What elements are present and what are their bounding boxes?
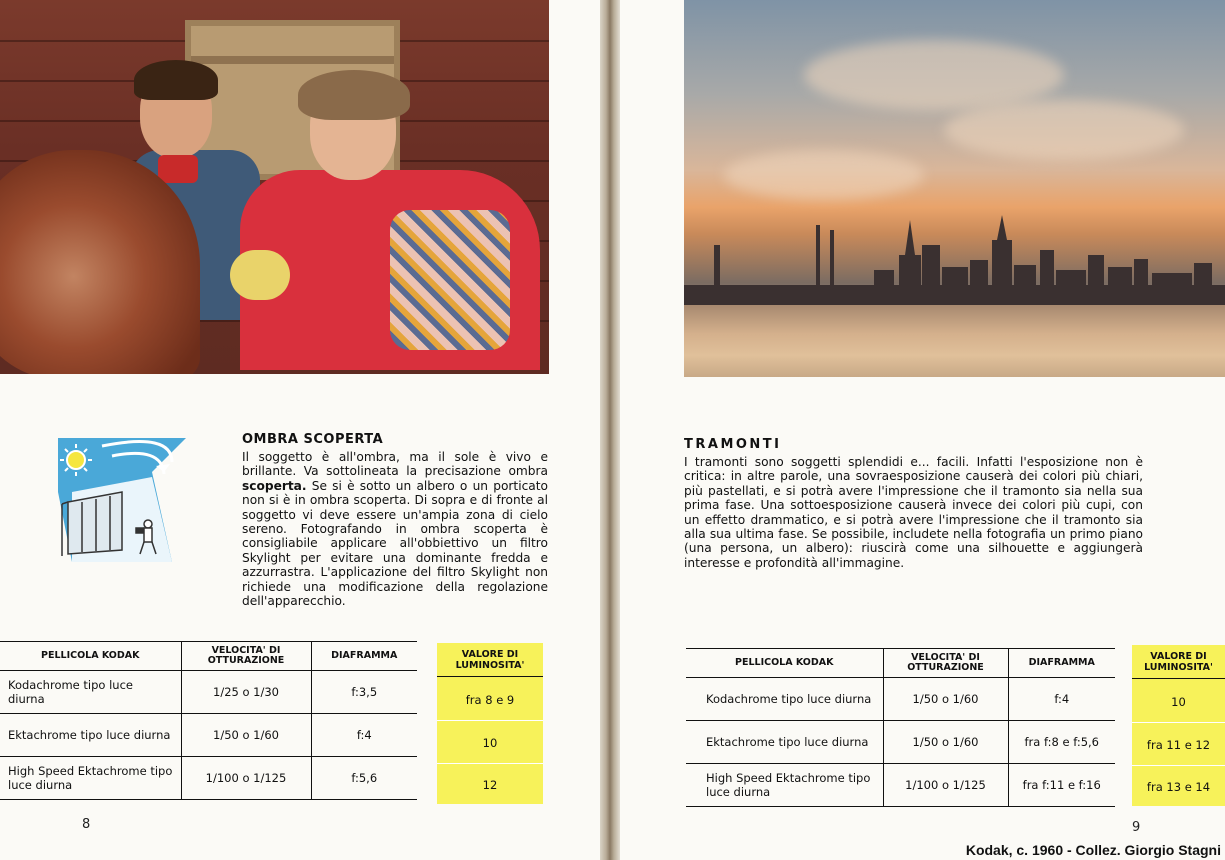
film-cell: High Speed Ektachrome tipo luce diurna: [0, 757, 181, 800]
table-row: [0, 714, 417, 757]
col-header-aperture: DIAFRAMMA: [1008, 649, 1115, 678]
luminosity-header: VALORE DI LUMINOSITA': [1132, 645, 1225, 679]
exposure-table: [0, 641, 417, 800]
table-row: [686, 678, 1115, 721]
table-row: [686, 764, 1115, 807]
right-page: [620, 0, 1225, 860]
film-cell: Kodachrome tipo luce diurna: [0, 671, 181, 714]
luminosity-value: 10: [437, 722, 543, 764]
luminosity-value: fra 11 e 12: [1132, 724, 1225, 766]
exposure-table: [686, 648, 1115, 807]
collection-credit: Kodak, c. 1960 - Collez. Giorgio Stagni: [965, 842, 1221, 858]
table-row: [0, 671, 417, 714]
page-number: 8: [82, 817, 91, 832]
building-icon: [62, 492, 122, 556]
shutter-cell: 1/25 o 1/30: [181, 671, 311, 714]
river-water: [684, 305, 1225, 377]
col-header-aperture: DIAFRAMMA: [311, 642, 417, 671]
film-cell: Ektachrome tipo luce diurna: [0, 714, 181, 757]
luminosity-value: 12: [482, 778, 498, 792]
col-header-shutter: VELOCITA' DI OTTURAZIONE: [181, 642, 311, 671]
col-header-film: PELLICOLA KODAK: [0, 642, 181, 671]
luminosity-box: [437, 643, 543, 804]
aperture-cell: fra f:8 e f:5,6: [1008, 721, 1115, 764]
film-cell: Kodachrome tipo luce diurna: [686, 678, 883, 721]
book-gutter: [600, 0, 620, 860]
aperture-cell: f:3,5: [311, 671, 417, 714]
section-paragraph: I tramonti sono soggetti splendidi e... facili. Infatti l'esposizione non è critica: in altre parole, una sovraesposizione causerà dei colori più chiari, più pastellati, e si potrà avere l'impressione che il tramonto sia nella sua prima fase. Una sottoesposizione causerà invece dei colori più cupi, con un effetto drammatico, e si potrà avere l'impressione che il tramonto sia alla sua ultima fase. Se possibile, includete nella fotografia un primo piano (una persona, un albero): riuscirà come una silhouette e aggiungerà interesse e profondità all'immagine.: [684, 455, 1143, 570]
aperture-cell: f:4: [311, 714, 417, 757]
section-heading: OMBRA SCOPERTA: [242, 432, 384, 447]
film-cell: High Speed Ektachrome tipo luce diurna: [686, 764, 883, 807]
section-heading: TRAMONTI: [684, 437, 782, 452]
left-page: [0, 0, 600, 860]
woman-figure: [240, 70, 540, 370]
col-header-shutter: VELOCITA' DI OTTURAZIONE: [883, 649, 1008, 678]
shutter-cell: 1/50 o 1/60: [181, 714, 311, 757]
section-paragraph: Il soggetto è all'ombra, ma il sole è vivo e brillante. Va sottolineata la precisazione ombra scoperta. Se si è sotto un albero o un porticato non si è in ombra scoperta. Di sopra e di fronte al soggetto vi deve essere un'ampia zona di cielo sereno. Fotografando in ombra scoperta è consigliabile applicare all'obbiettivo un filtro Skylight per evitare una dominante fredda e azzurrastra. L'applicazione del filtro Skylight non richiede una modificazione della regolazione dell'apparecchio.: [242, 450, 548, 609]
luminosity-value: fra 13 e 14: [1146, 780, 1211, 794]
page-number: 9: [1132, 820, 1141, 835]
film-cell: Ektachrome tipo luce diurna: [686, 721, 883, 764]
luminosity-value: fra 8 e 9: [437, 679, 543, 721]
aperture-cell: f:4: [1008, 678, 1115, 721]
city-skyline: [684, 215, 1225, 305]
luminosity-box: [1132, 645, 1225, 806]
sunset-skyline-photo: [684, 0, 1225, 377]
aperture-cell: fra f:11 e f:16: [1008, 764, 1115, 807]
luminosity-header: VALORE DI LUMINOSITA': [437, 643, 543, 677]
couple-photo: [0, 0, 549, 374]
open-shade-illustration: [52, 432, 192, 572]
table-row: [686, 721, 1115, 764]
shutter-cell: 1/50 o 1/60: [883, 721, 1008, 764]
shutter-cell: 1/100 o 1/125: [181, 757, 311, 800]
table-row: [0, 757, 417, 800]
col-header-film: PELLICOLA KODAK: [686, 649, 883, 678]
shutter-cell: 1/50 o 1/60: [883, 678, 1008, 721]
luminosity-value: 10: [1132, 681, 1225, 723]
shutter-cell: 1/100 o 1/125: [883, 764, 1008, 807]
aperture-cell: f:5,6: [311, 757, 417, 800]
